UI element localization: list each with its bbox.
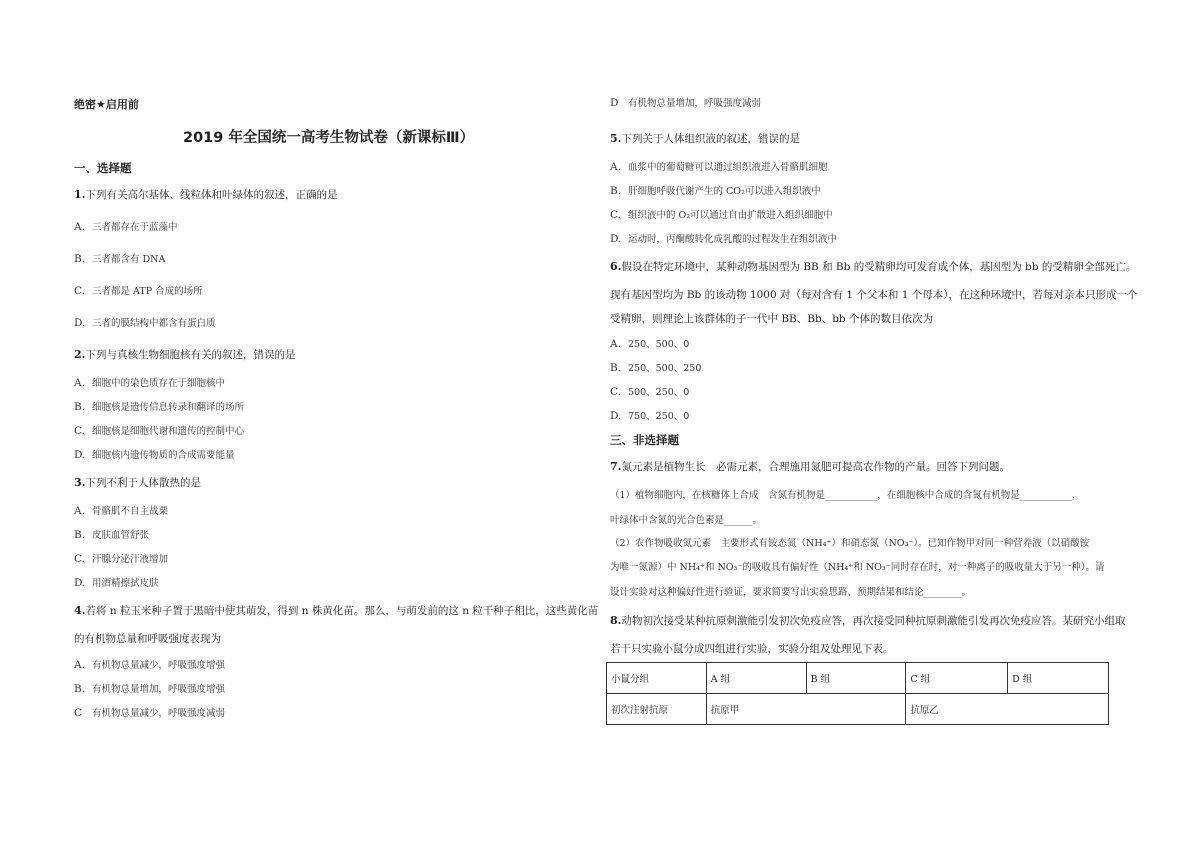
question-3-option-a: A. 骨骼肌不自主战栗 bbox=[74, 505, 169, 517]
question-7-part-2-line-1: （2）农作物吸收氮元素 主要形式有铵态氮（NH₄⁺）和硝态氮（NO₃⁻）。已知作物甲对同一种营养液（以硝酸铵 bbox=[610, 538, 1090, 549]
question-3-stem: 3.下列不利于人体散热的是 bbox=[74, 476, 201, 489]
question-8-stem-line-1: 8.动物初次接受某种抗原刺激能引发初次免疫应答，再次接受同种抗原刺激能引发再次免疫应答。某研究小组取 bbox=[610, 614, 1126, 627]
question-7-stem: 7.氮元素是植物生长 必需元素，合理施用氮肥可提高农作物的产量。回答下列问题。 bbox=[610, 460, 1010, 473]
question-3-option-b: B. 皮肤血管舒张 bbox=[74, 529, 150, 541]
question-6-stem-line-2: 现有基因型均为 Bb 的该动物 1000 对（每对含有 1 个父本和 1 个母本），在这种环境中，若每对亲本只形成一个 bbox=[610, 289, 1138, 301]
table-header-cell: D 组 bbox=[1008, 663, 1109, 694]
question-7-part-2-line-2: 为唯一氮源）中 NH₄⁺和 NO₃⁻的吸收具有偏好性（NH₄⁺和 NO₃⁻同时存在时，对一种离子的吸收量大于另一种）。请 bbox=[610, 562, 1105, 573]
table-header-cell: A 组 bbox=[706, 663, 806, 694]
question-7-part-2-line-3: 设计实验对这种偏好性进行验证，要求简要写出实验思路、预期结果和结论________。 bbox=[610, 587, 972, 598]
table-row bbox=[607, 663, 1109, 694]
table-row bbox=[607, 694, 1109, 725]
question-8-stem-line-2: 若干只实验小鼠分成四组进行实验，实验分组及处理见下表。 bbox=[610, 643, 894, 655]
question-1-stem: 1.下列有关高尔基体、线粒体和叶绿体的叙述，正确的是 bbox=[74, 188, 338, 201]
question-5-option-d: D. 运动时，丙酮酸转化成乳酸的过程发生在组织液中 bbox=[610, 233, 838, 245]
question-1-option-a: A. 三者都存在于蓝藻中 bbox=[74, 221, 178, 233]
question-3-option-c: C. 汗腺分泌汗液增加 bbox=[74, 553, 169, 565]
question-1-option-d: D. 三者的膜结构中都含有蛋白质 bbox=[74, 317, 216, 329]
question-6-option-c: C. 500、250、0 bbox=[610, 386, 690, 398]
question-4-option-b: B. 有机物总量增加，呼吸强度增强 bbox=[74, 683, 226, 695]
table-header-cell: B 组 bbox=[806, 663, 906, 694]
question-4-stem-line-1: 4.若将 n 粒玉米种子置于黑暗中使其萌发，得到 n 株黄化苗。那么，与萌发前的这 n 粒干种子相比，这些黄化苗 bbox=[74, 604, 599, 617]
question-4-option-d: D 有机物总量增加，呼吸强度减弱 bbox=[610, 97, 762, 109]
question-1-option-c: C. 三者都是 ATP 合成的场所 bbox=[74, 285, 203, 297]
question-5-option-b: B. 肝细胞呼吸代谢产生的 CO₂可以进入组织液中 bbox=[610, 185, 821, 197]
table-header-cell: 小鼠分组 bbox=[607, 663, 707, 694]
question-2-option-c: C. 细胞核是细胞代谢和遗传的控制中心 bbox=[74, 425, 245, 437]
table-cell: 初次注射抗原 bbox=[607, 694, 707, 725]
question-6-option-a: A. 250、500、0 bbox=[610, 338, 690, 350]
question-6-stem-line-3: 受精卵，则理论上该群体的子一代中 BB、Bb、bb 个体的数目依次为 bbox=[610, 313, 933, 325]
question-3-option-d: D. 用酒精擦拭皮肤 bbox=[74, 577, 159, 589]
section-heading-nonchoice: 三、非选择题 bbox=[610, 433, 679, 447]
question-5-option-c: C. 组织液中的 O₂可以通过自由扩散进入组织细胞中 bbox=[610, 209, 833, 221]
question-5-option-a: A. 血浆中的葡萄糖可以通过组织液进入骨骼肌细胞 bbox=[610, 161, 828, 173]
question-4-stem-line-2: 的有机物总量和呼吸强度表现为 bbox=[74, 633, 221, 645]
section-heading-choice: 一、选择题 bbox=[74, 161, 132, 175]
question-4-option-a: A. 有机物总量减少，呼吸强度增强 bbox=[74, 659, 226, 671]
question-6-option-b: B. 250、500、250 bbox=[610, 362, 702, 374]
experiment-group-table bbox=[606, 662, 1109, 725]
question-7-part-1-line-2: 叶绿体中含氮的光合色素是______。 bbox=[610, 515, 763, 526]
question-2-stem: 2.下列与真核生物细胞核有关的叙述，错误的是 bbox=[74, 348, 296, 361]
question-5-stem: 5.下列关于人体组织液的叙述，错误的是 bbox=[610, 132, 800, 145]
question-1-option-b: B. 三者都含有 DNA bbox=[74, 253, 166, 265]
table-cell: 抗原甲 bbox=[706, 694, 906, 725]
question-6-stem-line-1: 6.假设在特定环境中，某种动物基因型为 BB 和 Bb 的受精卵均可发育成个体，基因型为 bb 的受精卵全部死亡。 bbox=[610, 260, 1137, 273]
exam-title: 2019 年全国统一高考生物试卷（新课标Ⅲ） bbox=[183, 130, 475, 146]
question-6-option-d: D. 750、250、0 bbox=[610, 410, 690, 422]
question-2-option-a: A. 细胞中的染色质存在于细胞核中 bbox=[74, 377, 226, 389]
question-4-option-c: C 有机物总量减少，呼吸强度减弱 bbox=[74, 707, 226, 719]
confidential-mark: 绝密★启用前 bbox=[74, 98, 139, 111]
table-cell: 抗原乙 bbox=[906, 694, 1109, 725]
question-2-option-d: D. 细胞核内遗传物质的合成需要能量 bbox=[74, 449, 235, 461]
table-header-cell: C 组 bbox=[906, 663, 1008, 694]
question-2-option-b: B. 细胞核是遗传信息转录和翻译的场所 bbox=[74, 401, 245, 413]
question-7-part-1-line-1: （1）植物细胞内，在核糖体上合成 含氮有机物是___________，在细胞核中合成的含氮有机物是___________， bbox=[610, 490, 1082, 501]
